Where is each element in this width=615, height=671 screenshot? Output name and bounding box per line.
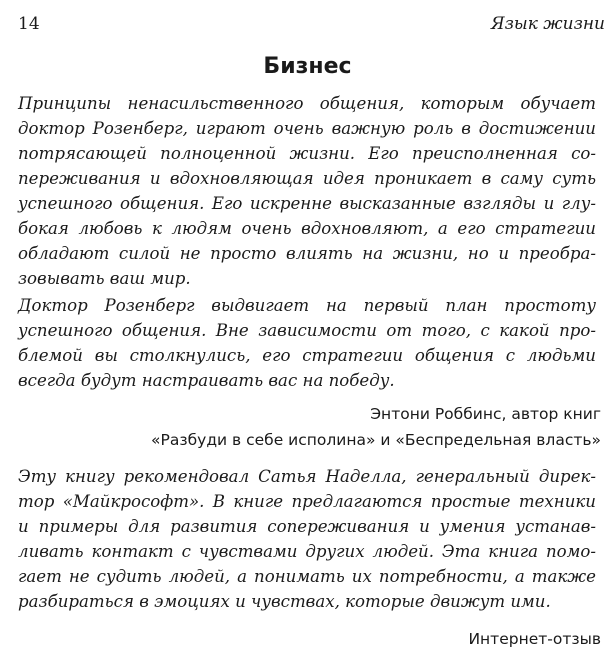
text-line: доктор Розенберг, играют очень важную роль в достижении xyxy=(18,119,596,138)
text-line: Эту книгу рекомендовал Сатья Наделла, генеральный дирек- xyxy=(18,467,596,486)
page-number: 14 xyxy=(18,14,40,34)
text-line: тор «Майкрософт». В книге предлагаются простые техники xyxy=(18,492,596,511)
text-line: Доктор Розенберг выдвигает на первый план простоту xyxy=(18,296,596,315)
text-line: ливать контакт с чувствами других людей. Эта книга помо- xyxy=(18,542,596,561)
section-title: Бизнес xyxy=(263,54,352,79)
text-line: переживания и вдохновляющая идея проникает в саму суть xyxy=(18,169,596,188)
text-line: обладают силой не просто влиять на жизни, но и преобра- xyxy=(18,244,596,263)
attribution-line: «Разбуди в себе исполина» и «Беспредельная власть» xyxy=(151,431,601,449)
text-line: всегда будут настраивать вас на победу. xyxy=(18,371,395,390)
quote-2-attribution: Интернет-отзыв xyxy=(468,630,601,648)
text-line: бокая любовь к людям очень вдохновляют, а его стратегии xyxy=(18,219,596,238)
text-line: и примеры для развития сопереживания и умения устанав- xyxy=(18,517,596,536)
text-line: блемой вы столкнулись, его стратегии общения с людьми xyxy=(18,346,596,365)
text-line: успешного общения. Его искренне высказанные взгляды и глу- xyxy=(18,194,596,213)
text-line: потрясающей полноценной жизни. Его преисполненная со- xyxy=(18,144,596,163)
text-line: разбираться в эмоциях и чувствах, которые движут ими. xyxy=(18,592,551,611)
text-line: гает не судить людей, а понимать их потребности, а также xyxy=(18,567,596,586)
text-line: зовывать ваш мир. xyxy=(18,269,191,288)
text-line: успешного общения. Вне зависимости от того, с какой про- xyxy=(18,321,596,340)
attribution-line: Энтони Роббинс, автор книг xyxy=(370,405,601,423)
text-line: Принципы ненасильственного общения, которым обучает xyxy=(18,94,596,113)
running-header: Язык жизни xyxy=(490,14,605,34)
